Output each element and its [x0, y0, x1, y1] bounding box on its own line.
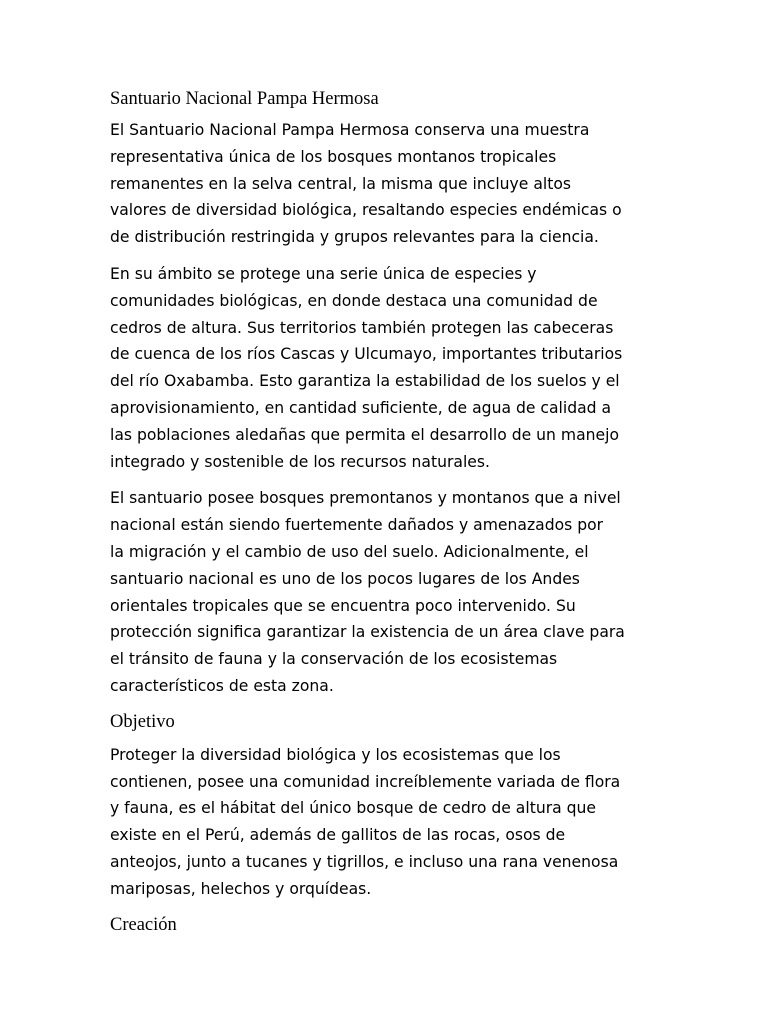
paragraph-line: el tránsito de fauna y la conservación de los ecosistemas [110, 650, 558, 669]
paragraph-line: orientales tropicales que se encuentra poco intervenido. Su [110, 596, 576, 615]
paragraph-objetivo [110, 742, 658, 903]
document-page [110, 87, 658, 946]
paragraph-line: valores de diversidad biológica, resaltando especies endémicas o [110, 201, 622, 220]
paragraph-intro [110, 117, 658, 251]
section-heading-objetivo: Objetivo [110, 711, 175, 732]
paragraph-line: de cuenca de los ríos Cascas y Ulcumayo, importantes tributarios [110, 345, 623, 364]
paragraph-line: En su ámbito se protege una serie única de especies y [110, 264, 537, 283]
paragraph-line: anteojos, junto a tucanes y tigrillos, e incluso una rana venenosa [110, 852, 619, 871]
paragraph-line: santuario nacional es uno de los pocos lugares de los Andes [110, 569, 580, 588]
paragraph-line: Proteger la diversidad biológica y los ecosistemas que los [110, 745, 561, 764]
paragraph-line: El Santuario Nacional Pampa Hermosa conserva una muestra [110, 121, 590, 139]
paragraph-line: protección significa garantizar la existencia de un área clave para [110, 623, 625, 642]
paragraph-line: contienen, posee una comunidad increíblemente variada de flora [110, 772, 621, 791]
paragraph-line: característicos de esta zona. [110, 676, 334, 695]
document-title: Santuario Nacional Pampa Hermosa [110, 89, 379, 109]
paragraph-line: El santuario posee bosques premontanos y montanos que a nivel [110, 489, 621, 508]
paragraph-line: aprovisionamiento, en cantidad suficiente, de agua de calidad a [110, 398, 612, 417]
paragraph-line: las poblaciones aledañas que permita el desarrollo de un manejo [110, 425, 619, 444]
paragraph-line: la migración y el cambio de uso del suelo. Adicionalmente, el [110, 542, 589, 561]
paragraph-line: integrado y sostenible de los recursos naturales. [110, 452, 490, 471]
paragraph-line: representativa única de los bosques montanos tropicales [110, 147, 557, 166]
paragraph-line: mariposas, helechos y orquídeas. [110, 879, 372, 898]
paragraph-line: nacional están siendo fuertemente dañados y amenazados por [110, 516, 604, 535]
paragraph-line: del río Oxabamba. Esto garantiza la estabilidad de los suelos y el [110, 372, 620, 391]
paragraph-line: de distribución restringida y grupos relevantes para la ciencia. [110, 228, 599, 247]
paragraph-line: existe en el Perú, además de gallitos de las rocas, osos de [110, 826, 566, 845]
paragraph-line: y fauna, es el hábitat del único bosque de cedro de altura que [110, 799, 596, 818]
paragraph-line: cedros de altura. Sus territorios también protegen las cabeceras [110, 318, 614, 337]
paragraph-line: remanentes en la selva central, la misma que incluye altos [110, 174, 571, 193]
paragraph-ambito [110, 261, 658, 475]
paragraph-bosques [110, 485, 658, 699]
paragraph-line: comunidades biológicas, en donde destaca una comunidad de [110, 291, 598, 310]
section-heading-creacion: Creación [110, 914, 177, 935]
